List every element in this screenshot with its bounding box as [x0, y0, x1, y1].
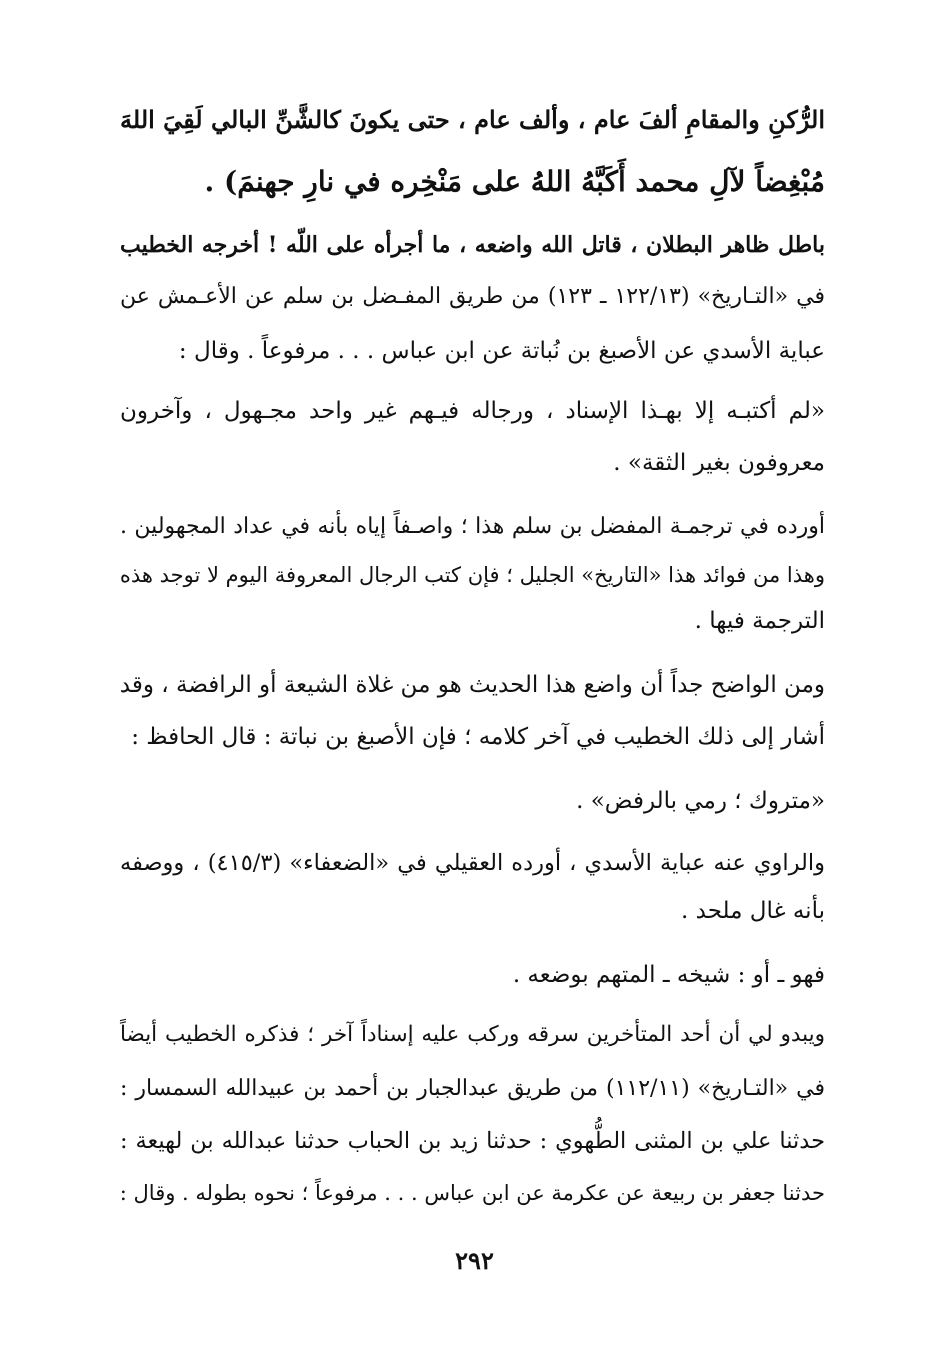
commentary-paragraph-line: ومن الواضح جداً أن واضع هذا الحديث هو من غلاة الشيعة أو الرافضة ، وقد: [119, 672, 825, 698]
commentary-paragraph-line: حدثنا جعفر بن ربيعة عن عكرمة عن ابن عباس . . . مرفوعاً ؛ نحوه بطوله . وقال :: [119, 1181, 825, 1205]
commentary-paragraph-line: حدثنا علي بن المثنى الطُّهوي : حدثنا زيد بن الحباب حدثنا عبدالله بن لهيعة :: [120, 1128, 825, 1154]
commentary-paragraph-line: أورده في ترجمـة المفضل بن سلم هذا ؛ واصـفاً إياه بأنه في عداد المجهولين .: [120, 514, 825, 539]
commentary-paragraph-line: أشار إلى ذلك الخطيب في آخر كلامه ؛ فإن الأصبغ بن نباتة : قال الحافظ :: [131, 724, 825, 750]
commentary-paragraph-line: والراوي عنه عباية الأسدي ، أورده العقيلي في «الضعفاء» (٤١٥/٣) ، ووصفه: [120, 850, 825, 876]
page-number: ٢٩٢: [455, 1246, 494, 1275]
hadith-text-line: مُبْغِضاً لآلِ محمد أَكَبَّهُ اللهُ على مَنْخِره في نارِ جهنمَ) .: [204, 165, 825, 198]
ruling-paragraph-line: باطل ظاهر البطلان ، قاتل الله واضعه ، ما أجرأه على اللّه ! أخرجه الخطيب: [120, 232, 825, 258]
quotation-line: «لم أكتبـه إلا بهـذا الإسناد ، ورجاله فيـهم غير واحد مجـهول ، وآخرون: [120, 398, 825, 424]
commentary-paragraph-line: فهو ـ أو : شيخه ـ المتهم بوضعه .: [512, 962, 825, 988]
ruling-paragraph-line: في «التـاريخ» (١٢٢/١٣ ـ ١٢٣) من طريق المفـضل بن سلم عن الأعـمش عن: [120, 284, 825, 309]
commentary-paragraph-line: ويبدو لي أن أحد المتأخرين سرقه وركب عليه إسناداً آخر ؛ فذكره الخطيب أيضاً: [120, 1022, 825, 1047]
quotation-line: «متروك ؛ رمي بالرفض» .: [576, 788, 825, 814]
commentary-paragraph-line: بأنه غال ملحد .: [681, 898, 825, 924]
commentary-paragraph-line: الترجمة فيها .: [694, 608, 825, 634]
hadith-text-line: الرُّكنِ والمقامِ ألفَ عام ، وألف عام ، حتى يكونَ كالشَّنِّ البالي لَقِيَ اللهَ: [120, 105, 825, 134]
commentary-paragraph-line: وهذا من فوائد هذا «التاريخ» الجليل ؛ فإن كتب الرجال المعروفة اليوم لا توجد هذه: [119, 563, 825, 587]
quotation-line: معروفون بغير الثقة» .: [613, 450, 825, 476]
ruling-paragraph-line: عباية الأسدي عن الأصبغ بن نُباتة عن ابن عباس . . . مرفوعاً . وقال :: [178, 338, 825, 364]
commentary-paragraph-line: في «التـاريخ» (١١٢/١١) من طريق عبدالجبار بن أحمد بن عبيدالله السمسار :: [120, 1076, 825, 1101]
